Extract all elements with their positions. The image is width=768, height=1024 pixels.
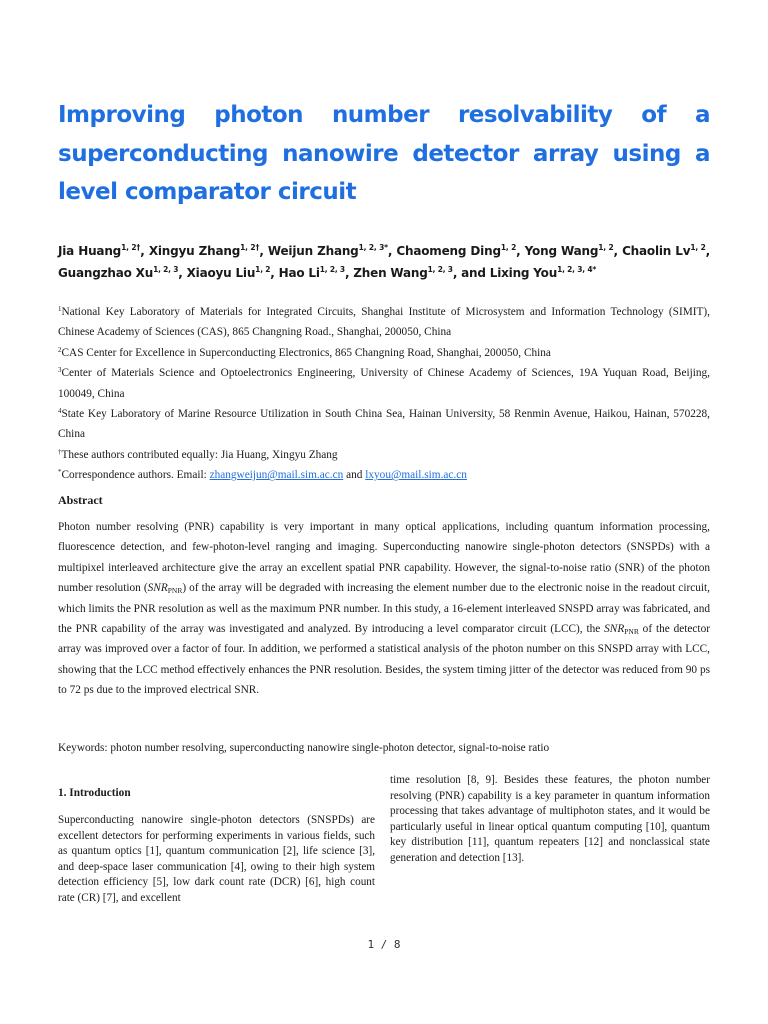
author: Zhen Wang$^{1, 2, 3}$, and [353,265,490,280]
intro-right-column [390,773,710,866]
author: Chaomeng Ding$^{1, 2}$, [396,243,525,258]
page-number: 1 / 8 [367,938,401,951]
abstract-text: Photon number resolving (PNR) capability is very important in many optical applications, including quantum information processing, fluorescence detection, and few-photon-level ranging and imaging. Superconducting nanowire single-photon detectors (SNSPDs) with a multipixel interleaved architecture give the array an excellent spatial PNR capability. However, the signal-to-noise ratio (SNR) of the photon number resolution $(SNR_{PNR})$ of the array will be degraded with increasing the element number due to the electronic noise in the readout circuit, which limits the PNR resolution as well as the maximum PNR number. In this study, a 16-element interleaved SNSPD array was fabricated, and the PNR capability of the array was investigated and analyzed. By introducing a level comparator circuit (LCC), the $SNR_{PNR}$ of the detector array was improved over a factor of four. In addition, we performed a statistical analysis of the photon number on this SNSPD array with LCC, showing that the LCC method effectively enhances the PNR resolution. Besides, the system timing jitter of the detector was reduced from 90 ps to 72 ps due to the improved electrical SNR. [58,521,710,697]
author-list [58,240,710,284]
author: Xiaoyu Liu$^{1, 2}$, [186,265,279,280]
affiliation-3: $^3$Center of Materials Science and Optoelectronics Engineering, University of Chinese Academy of Sciences, 19A Yuquan Road, Beijing, 100049, China [58,366,710,400]
paper-title: Improving photon number resolvability of a superconducting nanowire detector array using a level comparator circuit [58,102,710,205]
author: Hao Li$^{1, 2, 3}$, [278,265,354,280]
author: Lixing You$^{1, 2, 3, 4*}$ [489,265,597,280]
abstract-heading: Abstract [58,493,103,507]
email-link-zhang[interactable]: zhangweijun@mail.sim.ac.cn [209,469,344,482]
equal-contribution-note: †These authors contributed equally: Jia Huang, Xingyu Zhang [58,447,338,461]
author: Chaolin Lv$^{1, 2}$, [622,243,711,258]
email-link-you[interactable]: lxyou@mail.sim.ac.cn [365,469,467,482]
affiliation-4: $^4$State Key Laboratory of Marine Resource Utilization in South China Sea, Hainan University, 58 Renmin Avenue, Haikou, Hainan, 570228, China [58,407,710,441]
affiliation-2: $^2$CAS Center for Excellence in Superconducting Electronics, 865 Changning Road, Shanghai, 200050, China [58,345,551,359]
author: Xingyu Zhang$^{1, 2\dagger}$, [148,243,268,258]
affiliations [58,302,710,486]
keywords: Keywords: photon number resolving, superconducting nanowire single-photon detector, signal-to-noise ratio [58,742,550,754]
section-heading-introduction: 1. Introduction [58,787,131,799]
intro-paragraph-left: Superconducting nanowire single-photon detectors (SNSPDs) are excellent detectors for performing experiments in various fields, such as quantum optics [1], quantum communication [2], life science [3], and deep-space laser communication [4], owing to their high system detection efficiency [5], low dark count rate (DCR) [6], high count rate (CR) [7], and excellent [58,814,375,904]
intro-paragraph-right: time resolution [8, 9]. Besides these features, the photon number resolving (PNR) capability is a key parameter in quantum information processing that takes advantage of multiphoton states, and it would be particularly useful in linear optical quantum computing [10], quantum key distribution [11], quantum repeaters [12] and nonclassical state generation and detection [13]. [390,774,710,864]
intro-left-column [58,787,375,906]
author: Jia Huang$^{1, 2\dagger}$, [58,243,149,258]
correspondence-note: *Correspondence authors. Email: zhangweijun@mail.sim.ac.cn and lxyou@mail.sim.ac.cn [58,468,467,482]
author: Weijun Zhang$^{1, 2, 3*}$, [267,243,397,258]
author: Guangzhao Xu$^{1, 2, 3}$, [58,265,187,280]
author: Yong Wang$^{1, 2}$, [524,243,623,258]
affiliation-1: $^1$National Key Laboratory of Materials for Integrated Circuits, Shanghai Institute of Microsystem and Information Technology (SIMIT), Chinese Academy of Sciences (CAS), 865 Changning Road., Shanghai, 200050, China [58,305,710,339]
